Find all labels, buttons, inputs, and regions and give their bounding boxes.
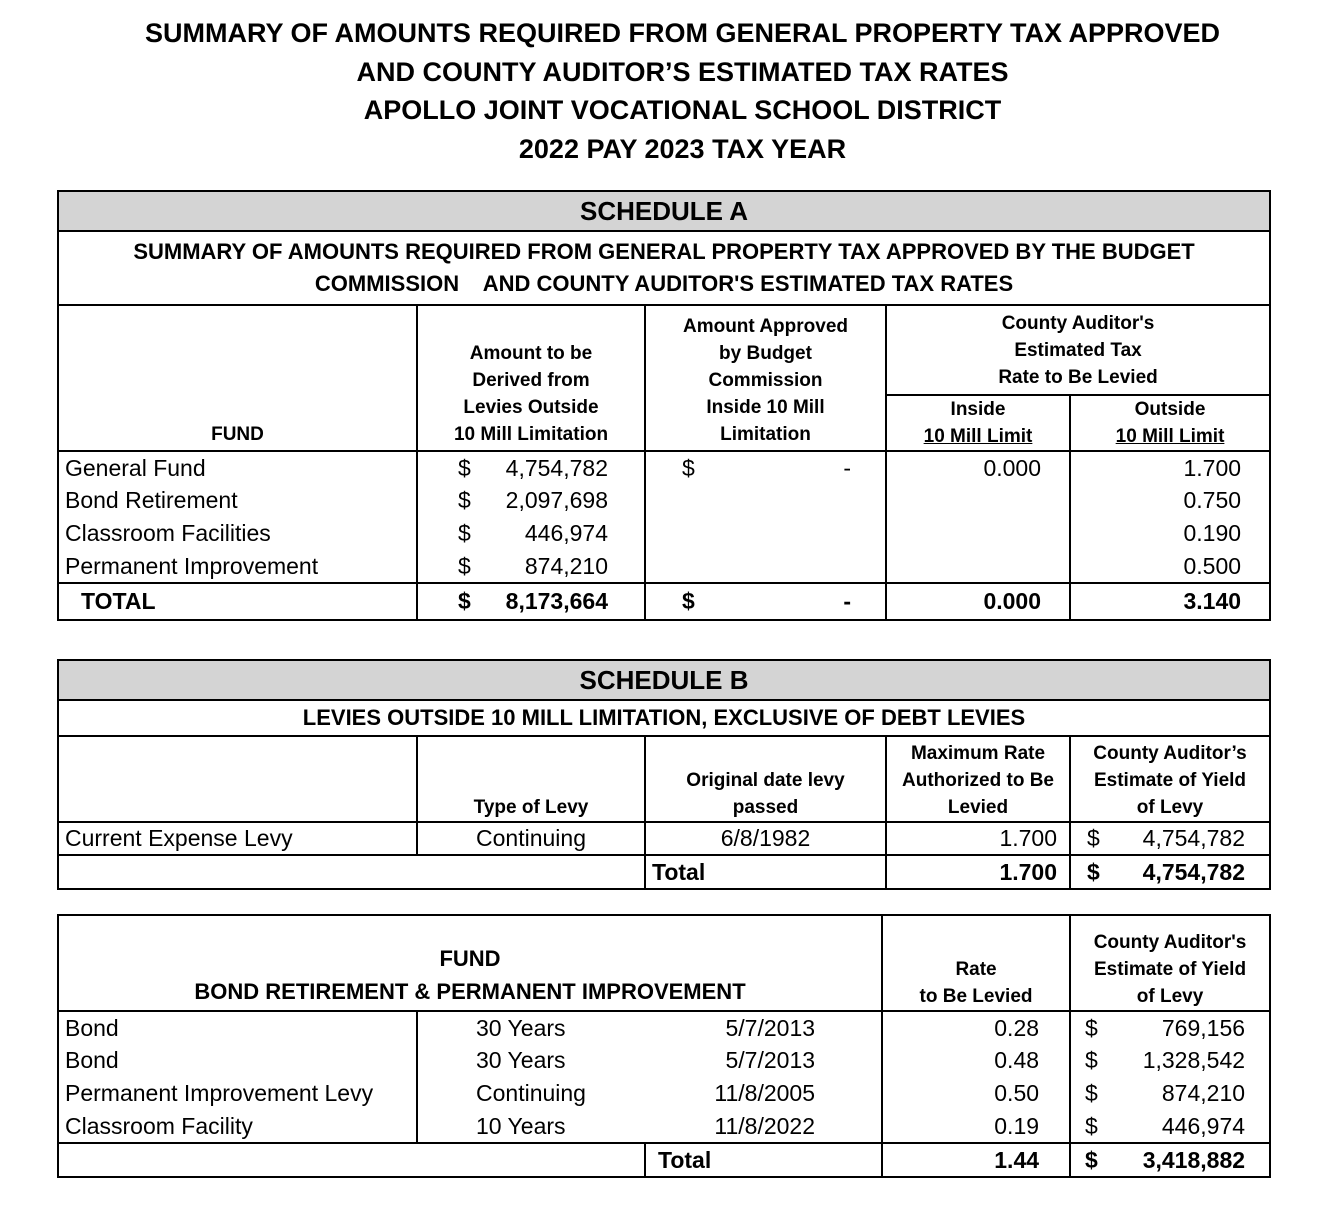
max-rate-header-1: Maximum Rate (910, 743, 1046, 764)
approved-header-5: Limitation (720, 424, 811, 445)
fund-name: Permanent Improvement (58, 550, 417, 583)
amount-value: 446,974 (524, 520, 608, 546)
outside-levies-header-3: Levies Outside (463, 397, 599, 418)
currency-sign: $ (1085, 1047, 1098, 1073)
bond-yield-header (1070, 915, 1270, 1011)
approved-header-1: Amount Approved (682, 316, 848, 337)
max-rate-header-3: Levied (947, 797, 1009, 818)
auditor-rate-header-1: County Auditor's (1001, 312, 1155, 334)
currency-sign: $ (1085, 1112, 1098, 1139)
max-rate-header (886, 736, 1070, 822)
amount-cell (417, 517, 645, 550)
total-amount-cell (417, 583, 645, 620)
outside-limit-header-1: Outside (1134, 399, 1206, 420)
title-line-4: 2022 PAY 2023 TAX YEAR (518, 133, 847, 164)
bond-rate: 0.19 (882, 1110, 1070, 1143)
total-label: Total (645, 855, 886, 889)
table-row (58, 1110, 1270, 1143)
bond-date: 11/8/2005 (645, 1077, 882, 1110)
bond-term: 10 Years (476, 1112, 566, 1139)
bond-yield: 769,156 (1161, 1014, 1246, 1041)
bond-term: Continuing (476, 1080, 586, 1106)
yield-header (1070, 736, 1270, 822)
table-row (58, 822, 1270, 855)
approved-value: - (843, 454, 851, 481)
outside-limit-header-2: 10 Mill Limit (1115, 426, 1225, 447)
max-rate-header-2: Authorized to Be (902, 770, 1054, 791)
fund-header: FUND (58, 305, 417, 451)
inside-rate (886, 550, 1070, 583)
inside-limit-header (886, 395, 1070, 451)
inside-rate (886, 517, 1070, 550)
bond-rate: 0.48 (882, 1044, 1070, 1077)
currency-sign: $ (458, 520, 471, 546)
approved-cell (645, 451, 886, 484)
currency-sign: $ (1085, 1080, 1098, 1106)
levy-name-header (58, 736, 417, 822)
levy-yield-cell (1070, 822, 1270, 855)
schedule-b-subtitle: LEVIES OUTSIDE 10 MILL LIMITATION, EXCLUSIVE OF DEBT LEVIES (58, 700, 1270, 736)
date-passed-header-1: Original date levy (686, 770, 845, 791)
title-line-3: APOLLO JOINT VOCATIONAL SCHOOL DISTRICT (363, 95, 1002, 125)
bond-yield-header-1: County Auditor's (1093, 932, 1247, 953)
outside-levies-header-2: Derived from (472, 370, 590, 391)
outside-rate: 1.700 (1070, 451, 1270, 484)
bond-rate: 0.50 (882, 1077, 1070, 1110)
approved-cell (645, 550, 886, 583)
approved-cell (645, 517, 886, 550)
fund-name: Classroom Facilities (58, 517, 417, 550)
bond-rate: 0.28 (882, 1011, 1070, 1044)
bond-date: 5/7/2013 (645, 1044, 882, 1077)
total-blank (58, 855, 645, 889)
date-passed-header (645, 736, 886, 822)
bond-fund-header-2: BOND RETIREMENT & PERMANENT IMPROVEMENT (194, 979, 746, 1004)
outside-rate: 0.500 (1070, 550, 1270, 583)
outside-levies-header (417, 305, 645, 451)
inside-rate (886, 484, 1070, 517)
bond-name: Bond (58, 1044, 417, 1077)
table-row (58, 1011, 1270, 1044)
total-yield: 3,418,882 (1142, 1146, 1246, 1173)
levy-yield: 4,754,782 (1142, 825, 1245, 851)
inside-rate: 0.000 (886, 451, 1070, 484)
auditor-rate-header-3: Rate to Be Levied (998, 366, 1158, 388)
currency-sign: $ (458, 487, 471, 513)
table-row (58, 550, 1270, 583)
auditor-rate-header (886, 305, 1270, 395)
bond-date: 5/7/2013 (645, 1011, 882, 1044)
total-approved-cell (645, 583, 886, 620)
outside-rate: 0.750 (1070, 484, 1270, 517)
auditor-rate-header-2: Estimated Tax (1014, 339, 1142, 361)
total-blank (58, 1143, 645, 1177)
table-row (58, 484, 1270, 517)
table-row (58, 517, 1270, 550)
bond-yield-header-3: of Levy (1136, 986, 1204, 1007)
inside-limit-header-2: 10 Mill Limit (923, 426, 1033, 447)
total-inside-rate: 0.000 (886, 583, 1070, 620)
total-amount: 8,173,664 (505, 588, 608, 614)
amount-value: 874,210 (524, 552, 608, 579)
levy-rate: 1.700 (886, 822, 1070, 855)
inside-limit-header-1: Inside (950, 399, 1006, 420)
levy-date: 6/8/1982 (645, 822, 886, 855)
bond-yield-header-2: Estimate of Yield (1094, 959, 1247, 980)
bond-name: Bond (58, 1011, 417, 1044)
total-approved: - (843, 588, 851, 614)
currency-sign: $ (1085, 1014, 1098, 1041)
amount-cell (417, 451, 645, 484)
currency-sign: $ (458, 552, 471, 579)
outside-levies-header-1: Amount to be (469, 343, 593, 364)
total-rate: 1.44 (882, 1143, 1070, 1177)
total-row (58, 855, 1270, 889)
amount-cell (417, 550, 645, 583)
schedule-b-title: SCHEDULE B (58, 660, 1270, 700)
outside-rate: 0.190 (1070, 517, 1270, 550)
bond-yield: 1,328,542 (1142, 1047, 1246, 1073)
bond-date: 11/8/2022 (645, 1110, 882, 1143)
currency-sign: $ (1085, 1146, 1098, 1173)
bond-yield-cell (1070, 1110, 1270, 1143)
currency-sign: $ (458, 588, 471, 614)
amount-value: 4,754,782 (505, 454, 608, 481)
schedule-a-subtitle (58, 231, 1270, 305)
outside-levies-header-4: 10 Mill Limitation (453, 424, 609, 445)
bond-name: Permanent Improvement Levy (58, 1077, 417, 1110)
currency-sign: $ (458, 454, 471, 481)
total-rate: 1.700 (886, 855, 1070, 889)
yield-header-3: of Levy (1136, 797, 1204, 818)
outside-limit-header (1070, 395, 1270, 451)
total-row (58, 583, 1270, 620)
bond-fund-header-1: FUND (439, 946, 501, 971)
bond-rate-header-1: Rate (955, 959, 997, 980)
table-row (58, 451, 1270, 484)
title-line-1: SUMMARY OF AMOUNTS REQUIRED FROM GENERAL PROPERTY TAX APPROVED (144, 18, 1221, 48)
bond-term: 30 Years (476, 1047, 566, 1073)
currency-sign: $ (682, 588, 695, 614)
bond-name: Classroom Facility (58, 1110, 417, 1143)
schedule-a-subtitle-1: SUMMARY OF AMOUNTS REQUIRED FROM GENERAL PROPERTY TAX APPROVED BY THE BUDGET (133, 239, 1195, 264)
bond-yield: 874,210 (1161, 1080, 1246, 1106)
total-outside-rate: 3.140 (1070, 583, 1270, 620)
schedule-a-table (57, 190, 1271, 621)
type-of-levy-header: Type of Levy (417, 736, 645, 822)
levy-name: Current Expense Levy (58, 822, 417, 855)
fund-name: Bond Retirement (58, 484, 417, 517)
bond-yield-cell (1070, 1077, 1270, 1110)
table-row (58, 1077, 1270, 1110)
total-yield-cell (1070, 855, 1270, 889)
schedule-b-table (57, 659, 1271, 890)
yield-header-2: Estimate of Yield (1093, 770, 1247, 791)
total-yield-cell (1070, 1143, 1270, 1177)
levy-type: Continuing (417, 822, 645, 855)
total-row (58, 1143, 1270, 1177)
total-label: Total (645, 1143, 882, 1177)
bond-yield-cell (1070, 1044, 1270, 1077)
schedule-a-title: SCHEDULE A (58, 191, 1270, 231)
schedule-a-subtitle-2: COMMISSION AND COUNTY AUDITOR'S ESTIMATED TAX RATES (314, 271, 1014, 296)
bond-rate-header-2: to Be Levied (919, 986, 1033, 1007)
total-label: TOTAL (58, 583, 417, 620)
approved-cell (645, 484, 886, 517)
approved-header-2: by Budget (719, 343, 812, 364)
currency-sign: $ (1087, 825, 1100, 851)
bond-term: 30 Years (417, 1011, 645, 1044)
table-row (58, 1044, 1270, 1077)
approved-header-4: Inside 10 Mill (706, 397, 825, 418)
currency-sign: $ (1087, 858, 1100, 885)
bond-rate-header (882, 915, 1070, 1011)
bond-yield-cell (1070, 1011, 1270, 1044)
title-line-2: AND COUNTY AUDITOR’S ESTIMATED TAX RATES (356, 56, 1009, 87)
bond-fund-header (58, 915, 882, 1011)
document-title (0, 14, 1332, 168)
amount-cell (417, 484, 645, 517)
total-yield: 4,754,782 (1142, 858, 1245, 885)
yield-header-1: County Auditor’s (1093, 743, 1247, 764)
approved-header (645, 305, 886, 451)
bond-yield: 446,974 (1161, 1112, 1246, 1139)
approved-header-3: Commission (708, 370, 823, 391)
date-passed-header-2: passed (732, 797, 799, 818)
fund-name: General Fund (58, 451, 417, 484)
amount-value: 2,097,698 (505, 487, 608, 513)
bond-table (57, 914, 1271, 1178)
currency-sign: $ (682, 454, 695, 481)
